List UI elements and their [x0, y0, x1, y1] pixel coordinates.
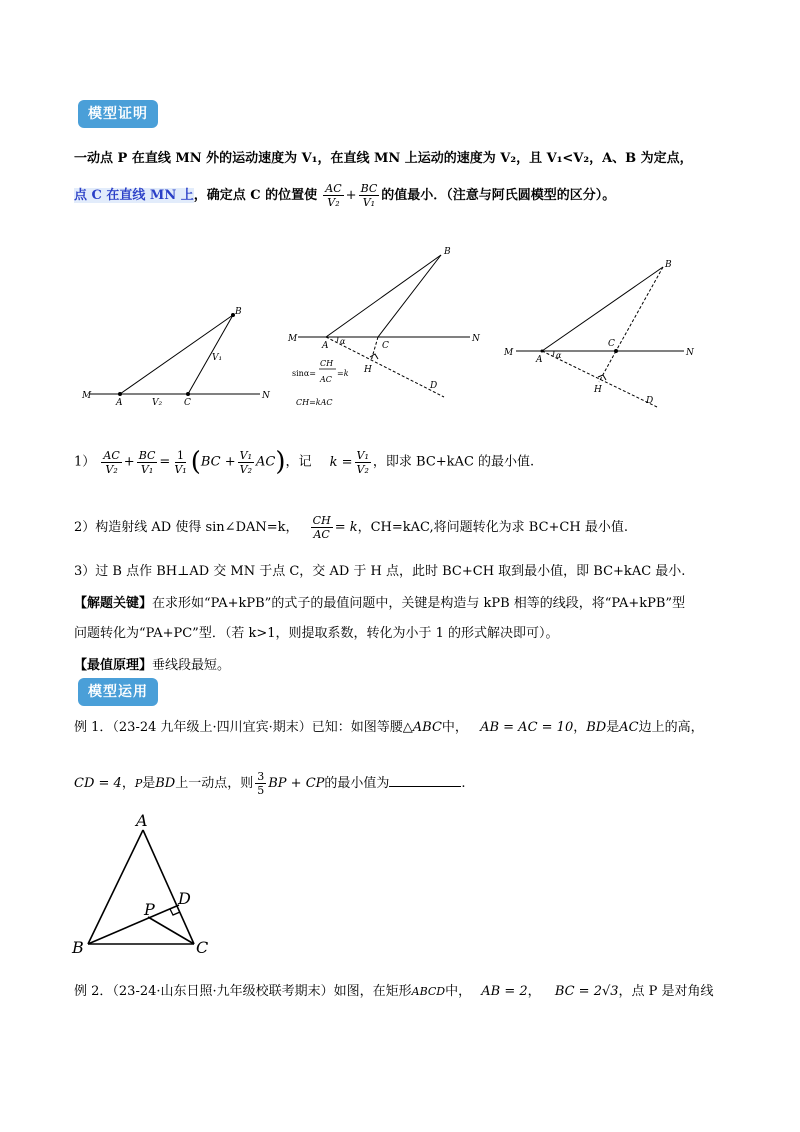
- step-3: 3）过 B 点作 BH⊥AD 交 MN 于点 C，交 AD 于 H 点，此时 BC+CH 取到最小值，即 BC+kAC 最小.: [74, 564, 686, 579]
- fig2-ch-kac: CH=kAC: [296, 398, 333, 407]
- fig2-label-n: N: [472, 334, 480, 344]
- fraction-ac-v2: $\frac{AC}{\text{V₂}}$: [325, 182, 342, 209]
- problem-text-a: ，确定点 C 的位置使: [193, 188, 318, 203]
- problem-text-b: 的值最小．（注意与阿氏圆模型的区分）。: [381, 188, 616, 203]
- figure-1: [78, 300, 278, 415]
- fig4-label-a: A: [136, 811, 148, 830]
- fig4-label-b: B: [72, 938, 84, 957]
- fig2-label-h: H: [364, 365, 372, 375]
- highlight-point-c-on-mn: 点 C 在直线 MN 上: [74, 188, 194, 203]
- step-1-number: 1）: [74, 454, 96, 470]
- answer-blank[interactable]: [389, 772, 461, 787]
- key-point: 【解题关键】在求形如“PA+kPB”的式子的最值问题中，关键是构造与 kPB 相等的线段，将“PA+kPB”型: [74, 596, 686, 611]
- fig1-label-a: A: [116, 398, 123, 408]
- figure-3: [500, 255, 700, 415]
- fraction-bc-v1: $\frac{BC}{\text{V₁}}$: [360, 182, 378, 209]
- step-2: 2）构造射线 AD 使得 sin∠DAN=k， $\frac{CH}{AC}$ = k，CH=kAC,将问题转化为求 BC+CH 最小值.: [74, 514, 628, 541]
- fig3-label-m: M: [504, 348, 514, 358]
- fig2-label-m: M: [288, 334, 298, 344]
- badge-model-proof: 模型证明: [78, 100, 158, 128]
- fig3-label-alpha: α: [556, 351, 562, 360]
- figure-4: [66, 808, 226, 958]
- fig4-label-d: D: [178, 889, 191, 908]
- fig3-label-a: A: [536, 355, 543, 365]
- fig1-label-b: B: [235, 307, 242, 317]
- fig2-label-alpha: α: [340, 337, 346, 346]
- example-2: 例 2．（23-24·山东日照·九年级校联考期末）如图，在矩形ABCD中， AB = 2， BC = 2√3，点 P 是对角线: [74, 984, 714, 999]
- badge-model-apply: 模型运用: [78, 678, 158, 706]
- fig2-label-d: D: [430, 381, 438, 391]
- fig1-label-c: C: [184, 398, 191, 408]
- fig3-label-n: N: [686, 348, 694, 358]
- fig2-label-c: C: [382, 341, 389, 351]
- fig1-label-v2: V₂: [152, 398, 163, 408]
- problem-line-1: 一动点 P 在直线 MN 外的运动速度为 V₁，在直线 MN 上运动的速度为 V₂，且 V₁<V₂，A、B 为定点，: [74, 151, 693, 166]
- fig3-label-h: H: [594, 385, 602, 395]
- fig1-label-v1: V₁: [212, 353, 223, 363]
- plus-sign: +: [345, 188, 357, 203]
- fig1-label-m: M: [82, 391, 92, 401]
- fig2-sin-k: =k: [337, 369, 349, 378]
- example-1-line-1: 例 1．（23-24 九年级上·四川宜宾·期末）已知：如图等腰△ABC中， AB = AC = 10，BD是AC边上的高，: [74, 720, 704, 735]
- figure-2: [286, 240, 486, 410]
- problem-line-2: [74, 174, 615, 218]
- fig4-label-p: P: [144, 900, 155, 919]
- step-1: 1） $\frac{AC}{\text{V₂}}$ + $\frac{BC}{\text{V₁}}$ = $\frac{1}{\text{V₁}}$ (BC + $\frac{\text{V₁}}{\text{V₂}}$ AC)，记 k = $\frac{\text{V₁}}{\text{V₂}}$ ，即求 BC+kAC 的最小值.: [74, 447, 535, 477]
- example-1-line-2: CD = 4，P是BD上一动点，则 $\frac{3}{5}$ BP + CP的最小值为 .: [74, 770, 466, 797]
- fig4-label-c: C: [196, 938, 209, 957]
- fig1-label-n: N: [262, 391, 270, 401]
- fig2-label-b: B: [444, 247, 451, 257]
- fig2-sin-num: CH: [320, 359, 334, 368]
- fig2-label-a: A: [322, 341, 329, 351]
- fig2-sin-den: AC: [320, 375, 332, 384]
- fig3-label-c: C: [608, 339, 615, 349]
- fig3-label-b: B: [665, 260, 672, 270]
- key-point-line-2: 问题转化为“PA+PC”型．（若 k>1，则提取系数，转化为小于 1 的形式解决即可）。: [74, 626, 559, 641]
- principle: 【最值原理】垂线段最短。: [74, 658, 231, 673]
- fig2-sin-label: sinα=: [292, 369, 316, 378]
- fig3-label-d: D: [646, 396, 654, 406]
